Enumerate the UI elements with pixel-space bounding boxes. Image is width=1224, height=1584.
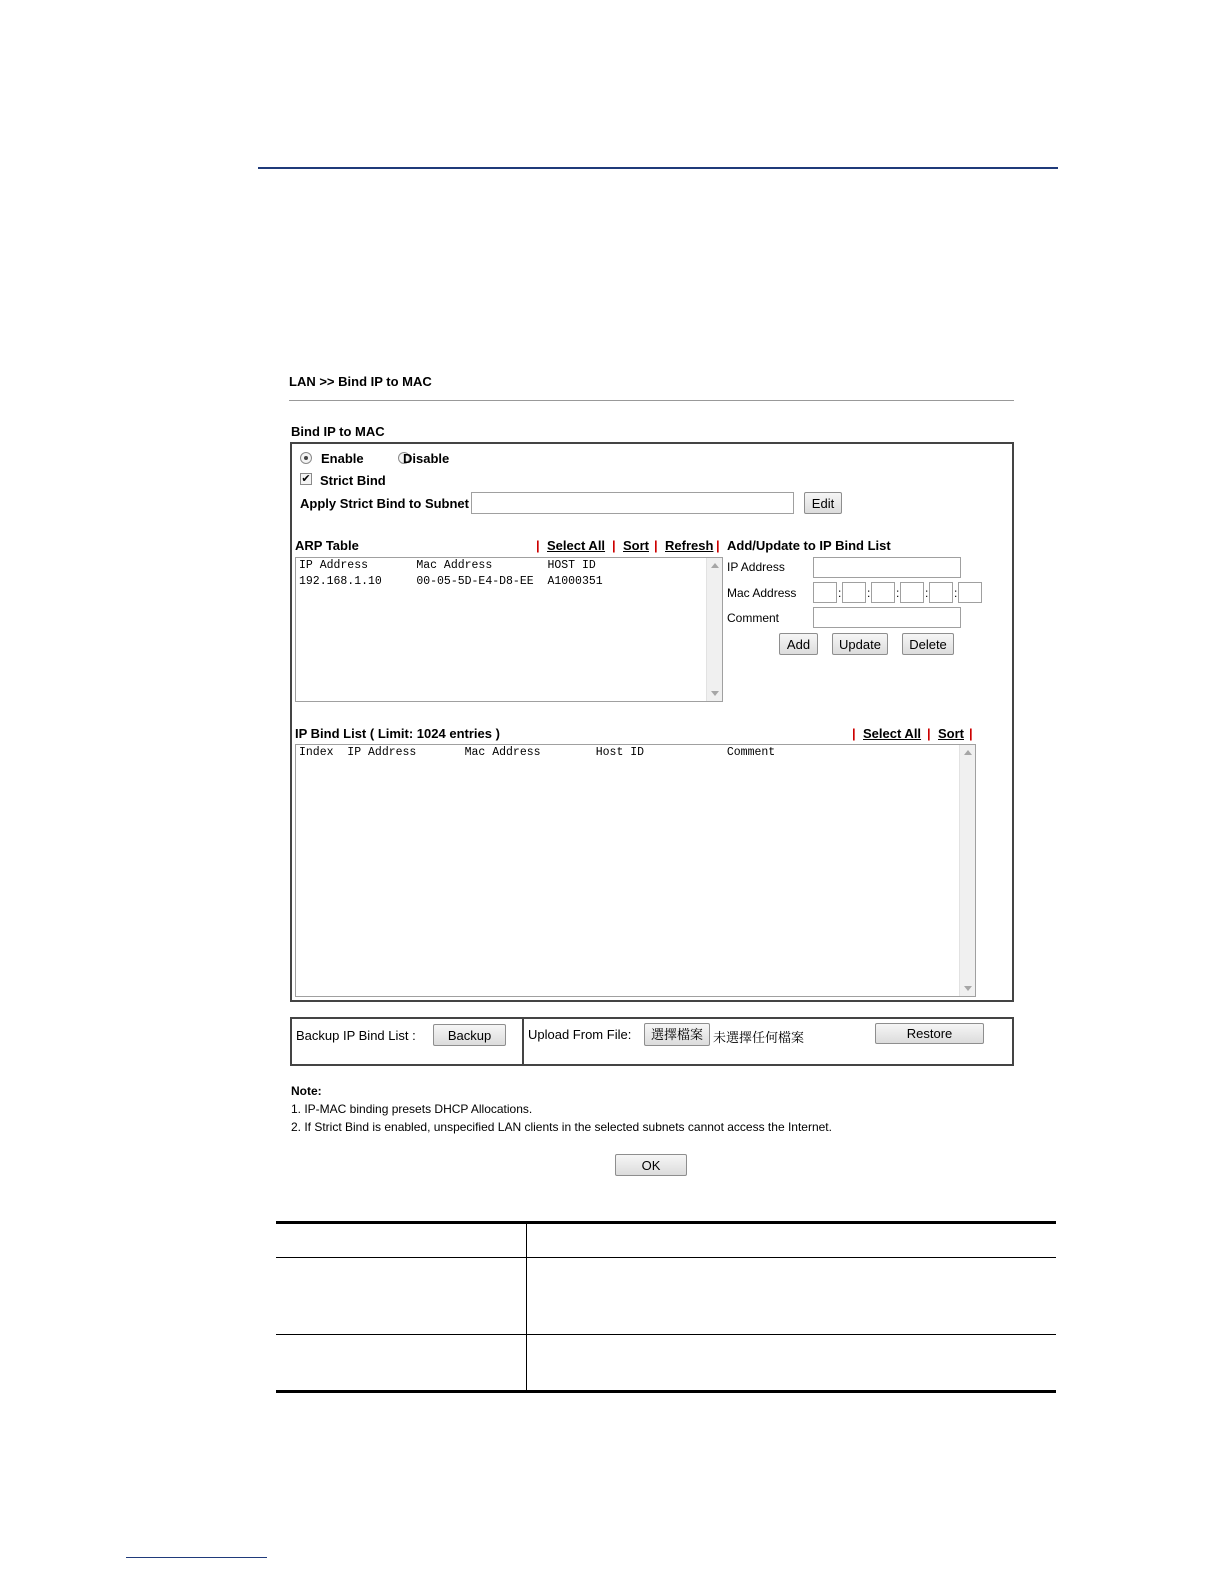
arp-scrollbar[interactable] (706, 558, 722, 701)
note-title: Note: (291, 1084, 322, 1098)
footer-rule (126, 1557, 267, 1558)
bind-sort-link[interactable]: Sort (938, 726, 964, 741)
arp-refresh-link[interactable]: Refresh (665, 538, 714, 553)
separator: | (852, 726, 856, 741)
bind-list-header: Index IP Address Mac Address Host ID Comment (299, 746, 776, 759)
mac-octet-1-input[interactable] (813, 582, 837, 603)
separator: | (927, 726, 931, 741)
separator: | (969, 726, 973, 741)
choose-file-button[interactable]: 選擇檔案 (644, 1023, 710, 1046)
apply-subnet-label: Apply Strict Bind to Subnet (300, 496, 469, 511)
update-button[interactable]: Update (832, 633, 888, 655)
mac-octet-2-input[interactable] (842, 582, 866, 603)
table-row-rule (276, 1334, 1056, 1335)
edit-button[interactable]: Edit (804, 492, 842, 514)
scroll-down-icon[interactable] (711, 691, 719, 696)
delete-button[interactable]: Delete (902, 633, 954, 655)
breadcrumb: LAN >> Bind IP to MAC (289, 374, 432, 389)
arp-table-list[interactable] (295, 557, 723, 702)
arp-table-row[interactable]: 192.168.1.10 00-05-5D-E4-D8-EE A1000351 (299, 575, 603, 588)
note-line-2: 2. If Strict Bind is enabled, unspecified LAN clients in the selected subnets cannot access the Internet. (291, 1120, 832, 1134)
scroll-up-icon[interactable] (711, 563, 719, 568)
note-line-1: 1. IP-MAC binding presets DHCP Allocations. (291, 1102, 533, 1116)
strict-bind-checkbox[interactable]: ✔ (301, 473, 311, 485)
ok-button[interactable]: OK (615, 1154, 687, 1176)
enable-radio[interactable] (300, 452, 312, 464)
restore-button[interactable]: Restore (875, 1023, 984, 1044)
scroll-up-icon[interactable] (964, 750, 972, 755)
bind-select-all-link[interactable]: Select All (863, 726, 922, 741)
bind-list-title: IP Bind List ( Limit: 1024 entries ) (295, 726, 500, 741)
separator: | (654, 538, 658, 553)
page-header-rule (258, 167, 1058, 169)
backup-button[interactable]: Backup (433, 1024, 506, 1046)
mac-octet-3-input[interactable] (871, 582, 895, 603)
mac-octet-5-input[interactable] (929, 582, 953, 603)
arp-select-all-link[interactable]: Select All (547, 538, 606, 553)
arp-sort-link[interactable]: Sort (623, 538, 649, 553)
upload-label: Upload From File: (528, 1027, 632, 1042)
add-update-title: Add/Update to IP Bind List (727, 538, 891, 553)
arp-table-header: IP Address Mac Address HOST ID (299, 559, 596, 572)
enable-label: Enable (321, 451, 364, 466)
mac-colon: : (925, 586, 929, 600)
scroll-down-icon[interactable] (964, 986, 972, 991)
mac-colon: : (954, 586, 958, 600)
backup-label: Backup IP Bind List : (296, 1028, 416, 1043)
separator: | (612, 538, 616, 553)
mac-octet-4-input[interactable] (900, 582, 924, 603)
section-title: Bind IP to MAC (291, 424, 385, 439)
table-bottom-rule (276, 1390, 1056, 1393)
comment-label: Comment (727, 611, 780, 625)
strict-bind-label: Strict Bind (320, 473, 386, 488)
separator: | (536, 538, 540, 553)
mac-address-label: Mac Address (727, 586, 797, 600)
table-row-rule (276, 1257, 1056, 1258)
backup-divider (522, 1017, 524, 1066)
ip-address-label: IP Address (727, 560, 785, 574)
mac-colon: : (838, 586, 842, 600)
separator: | (716, 538, 720, 553)
mac-octet-6-input[interactable] (958, 582, 982, 603)
mac-colon: : (867, 586, 871, 600)
comment-input[interactable] (813, 607, 961, 628)
table-column-rule (526, 1222, 527, 1392)
apply-subnet-input[interactable] (471, 492, 794, 514)
mac-colon: : (896, 586, 900, 600)
ip-bind-list[interactable] (295, 744, 976, 997)
disable-label: Disable (403, 451, 450, 466)
no-file-text: 未選擇任何檔案 (713, 1030, 805, 1045)
breadcrumb-divider (289, 400, 1014, 401)
table-top-rule (276, 1221, 1056, 1224)
ip-address-input[interactable] (813, 557, 961, 578)
bind-list-scrollbar[interactable] (959, 745, 975, 996)
arp-table-title: ARP Table (295, 538, 359, 553)
add-button[interactable]: Add (779, 633, 818, 655)
